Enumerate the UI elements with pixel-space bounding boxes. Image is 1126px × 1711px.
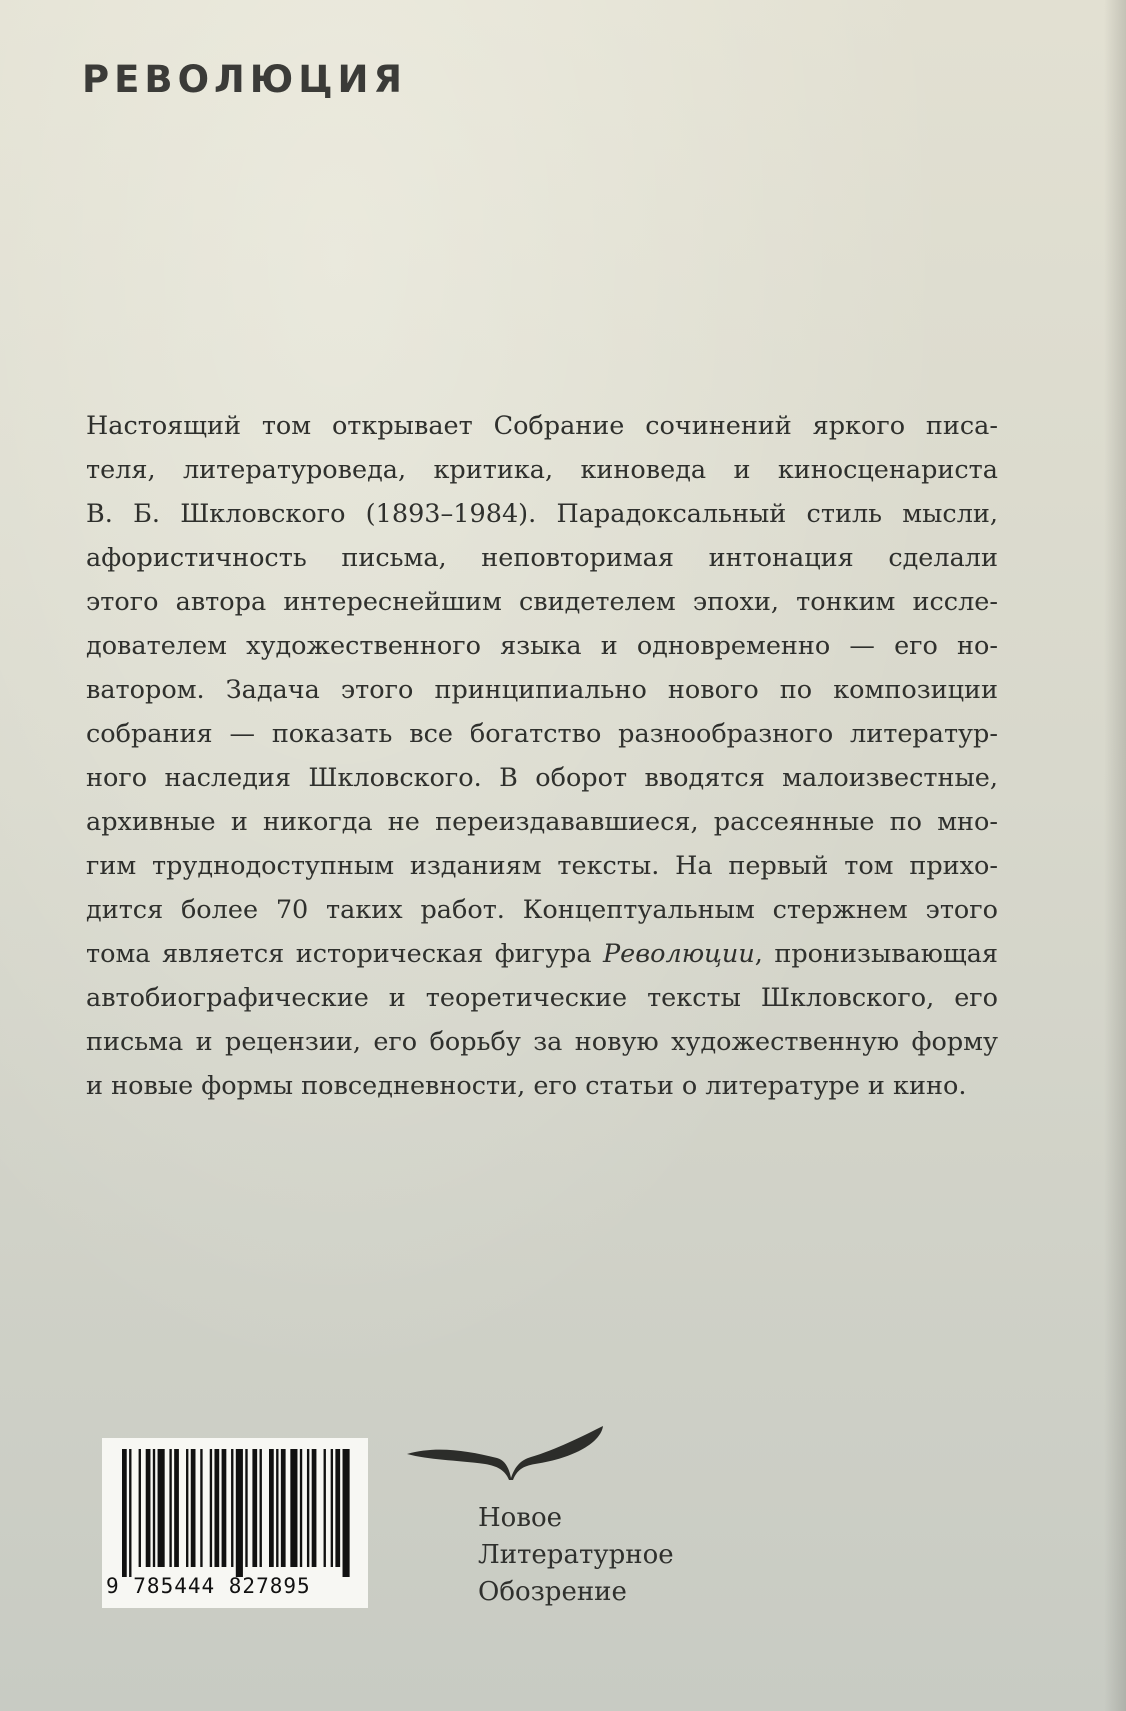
barcode-bar — [236, 1449, 243, 1577]
blurb-line: гим труднодоступным изданиям тексты. На первый том прихо- — [86, 851, 998, 881]
publisher-name-line: Обозрение — [478, 1577, 627, 1607]
barcode-bar — [169, 1449, 171, 1567]
barcode-bar — [252, 1449, 257, 1567]
series-heading: РЕВОЛЮЦИЯ — [82, 58, 407, 101]
blurb-line: дится более 70 таких работ. Концептуальным стержнем этого — [86, 895, 998, 925]
barcode-bar — [153, 1449, 155, 1567]
publisher-name-line: Новое — [478, 1503, 563, 1533]
barcode-bar — [186, 1449, 188, 1567]
blurb-line: ватором. Задача этого принципиально нового по композиции — [86, 675, 998, 705]
barcode-bar — [210, 1449, 212, 1567]
barcode-bar — [122, 1449, 127, 1577]
barcode-bar — [174, 1449, 179, 1567]
barcode-bar — [290, 1449, 297, 1567]
barcode-bar — [307, 1449, 309, 1567]
isbn-barcode — [102, 1438, 368, 1608]
blurb-line: афористичность письма, неповторимая интонация сделали — [86, 543, 998, 573]
barcode-bar — [324, 1449, 326, 1567]
barcode-bar — [146, 1449, 151, 1567]
blurb-line: ного наследия Шкловского. В оборот вводятся малоизвестные, — [86, 763, 998, 793]
barcode-bar — [158, 1449, 165, 1567]
barcode-bar — [335, 1449, 340, 1567]
barcode-bar — [200, 1449, 202, 1567]
barcode-bar — [343, 1449, 350, 1577]
barcode-bar — [300, 1449, 302, 1567]
blurb-line: и новые формы повседневности, его статьи о литературе и кино. — [86, 1071, 967, 1101]
blurb-line: автобиографические и теоретические тексты Шкловского, его — [86, 983, 998, 1013]
barcode-bar — [129, 1449, 131, 1577]
blurb-line: этого автора интереснейшим свидетелем эпохи, тонким иссле- — [86, 587, 998, 617]
barcode-bar — [214, 1449, 219, 1567]
barcode-bar — [222, 1449, 227, 1567]
blurb-line: архивные и никогда не переиздававшиеся, рассеянные по мно- — [86, 807, 998, 837]
publisher-name-line: Литературное — [478, 1540, 674, 1570]
barcode-bar — [281, 1449, 286, 1567]
barcode-bar — [331, 1449, 333, 1567]
barcode-bar — [312, 1449, 317, 1567]
brace-swash-icon — [405, 1424, 605, 1480]
blurb-line: собрания — показать все богатство разнообразного литератур- — [86, 719, 998, 749]
barcode-bar — [245, 1449, 247, 1567]
barcode-digits: 9 785444 827895 — [106, 1574, 311, 1598]
barcode-bar — [269, 1449, 274, 1567]
blurb-line: письма и рецензии, его борьбу за новую художественную форму — [86, 1027, 998, 1057]
blurb-text — [86, 404, 998, 1108]
spine-shadow — [1104, 0, 1126, 1711]
publisher-name — [478, 1500, 674, 1611]
blurb-line: теля, литературоведа, критика, киноведа и киносценариста — [86, 455, 998, 485]
blurb-line: тома является историческая фигура Революции, пронизывающая — [86, 939, 998, 969]
blurb-line: В. Б. Шкловского (1893–1984). Парадоксальный стиль мысли, — [86, 499, 998, 529]
barcode-bar — [276, 1449, 278, 1567]
italic-word: Революции — [603, 939, 755, 969]
barcode-bar — [231, 1449, 233, 1567]
blurb-line: дователем художественного языка и одновременно — его но- — [86, 631, 998, 661]
barcode-bar — [260, 1449, 262, 1567]
barcode-bars — [122, 1449, 352, 1577]
blurb-line: Настоящий том открывает Собрание сочинений яркого писа- — [86, 411, 998, 441]
barcode-bar — [139, 1449, 141, 1567]
barcode-bar — [191, 1449, 196, 1567]
